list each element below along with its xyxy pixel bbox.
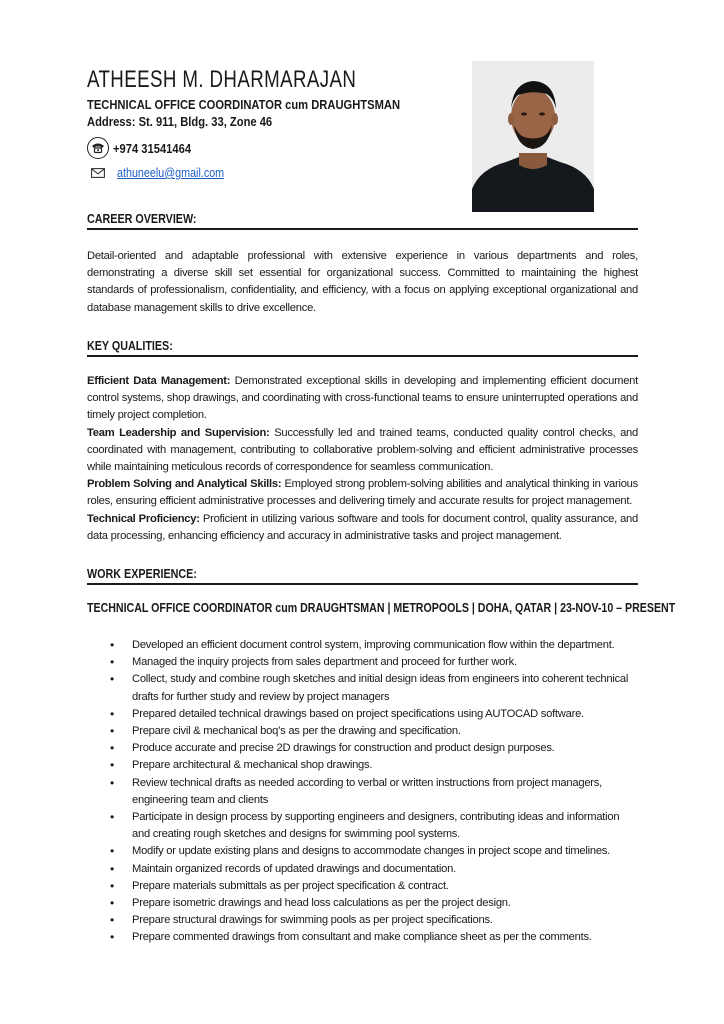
quality-item	[87, 511, 638, 545]
list-item: • Modify or update existing plans and designs to accommodate changes in project scope and timelines.	[110, 843, 638, 860]
candidate-name: ATHEESH M. DHARMARAJAN	[87, 66, 357, 93]
address: Address: St. 911, Bldg. 33, Zone 46	[87, 114, 273, 129]
list-item: • Prepared detailed technical drawings based on project specifications using AUTOCAD software.	[110, 706, 638, 723]
list-item: • Prepare isometric drawings and head loss calculations as per the project design.	[110, 895, 638, 912]
list-item: • Managed the inquiry projects from sales department and proceed for further work.	[110, 654, 638, 671]
quality-title: Efficient Data Management:	[87, 375, 231, 387]
quality-title: Technical Proficiency:	[87, 512, 200, 525]
phone-icon	[87, 137, 109, 159]
quality-title: Team Leadership and Supervision:	[87, 426, 270, 439]
quality-item	[87, 373, 638, 425]
list-item: • Developed an efficient document control system, improving communication flow within the department.	[110, 637, 638, 654]
list-item: • Prepare civil & mechanical boq’s as per the drawing and specification.	[110, 723, 638, 740]
key-qualities-heading: KEY QUALITIES:	[87, 335, 638, 357]
phone-number: +974 31541464	[113, 140, 192, 156]
list-item: • Collect, study and combine rough sketches and initial design ideas from engineers into coherent technical drafts for further study and review by project managers	[110, 671, 638, 705]
career-overview-text: Detail-oriented and adaptable professional with extensive experience in various departments and roles, demonstrating a diverse skill set essential for organizational success. Committed to maintaining the highest standards of professionalism, confidentiality, and efficiency, with a focus on applying exceptional organizational and database management skills to drive excellence.	[87, 250, 638, 314]
envelope-icon	[91, 168, 105, 178]
list-item: • Prepare commented drawings from consultant and make compliance sheet as per the comments.	[110, 929, 638, 946]
phone-row	[87, 137, 204, 159]
email-row	[91, 166, 242, 180]
responsibilities-list	[110, 637, 638, 947]
quality-text: Successfully led and trained teams, conducted quality control checks, and coordinated with management, contributing to collaborative problem-solving and efficient administrative processes while maintaining meticulous records of correspondence for seamless communication.	[87, 426, 638, 474]
career-overview-heading: CAREER OVERVIEW:	[87, 208, 638, 230]
list-item: • Prepare materials submittals as per project specification & contract.	[110, 878, 638, 895]
quality-title: Problem Solving and Analytical Skills:	[87, 478, 282, 491]
work-experience-heading: WORK EXPERIENCE:	[87, 563, 638, 585]
job-title: TECHNICAL OFFICE COORDINATOR cum DRAUGHTSMAN | METROPOOLS | DOHA, QATAR | 23-NOV-10 – PRESENT	[87, 601, 676, 615]
quality-item	[87, 425, 638, 477]
list-item: • Participate in design process by supporting engineers and designers, contributing ideas and information and creating rough sketches and designs for swimming pool systems.	[110, 809, 638, 843]
profile-photo	[472, 61, 594, 212]
key-qualities-list	[87, 373, 638, 545]
quality-text: Proficient in utilizing various software and tools for document control, quality assurance, and data processing, enhancing efficiency and accuracy in administrative tasks and project management.	[87, 512, 639, 542]
list-item: • Review technical drafts as needed according to verbal or written instructions from project managers, engineering team and clients	[110, 775, 638, 809]
quality-item	[87, 476, 638, 510]
list-item: • Produce accurate and precise 2D drawings for construction and product design purposes.	[110, 740, 638, 757]
email-link[interactable]: athuneelu@gmail.com	[117, 166, 225, 180]
quality-text: Demonstrated exceptional skills in developing and implementing efficient document control systems, shop drawings, and coordinating with cross-functional teams to ensure uninterrupted operations and timely project completion.	[87, 375, 638, 422]
quality-text: Employed strong problem-solving abilities and analytical thinking in various roles, ensuring efficient administrative processes and delivering timely and accurate results for project management.	[87, 478, 638, 508]
list-item: • Prepare architectural & mechanical shop drawings.	[110, 757, 638, 774]
list-item: • Maintain organized records of updated drawings and documentation.	[110, 861, 638, 878]
list-item: • Prepare structural drawings for swimming pools as per project specifications.	[110, 912, 638, 929]
job-subtitle: TECHNICAL OFFICE COORDINATOR cum DRAUGHTSMAN	[87, 97, 401, 112]
